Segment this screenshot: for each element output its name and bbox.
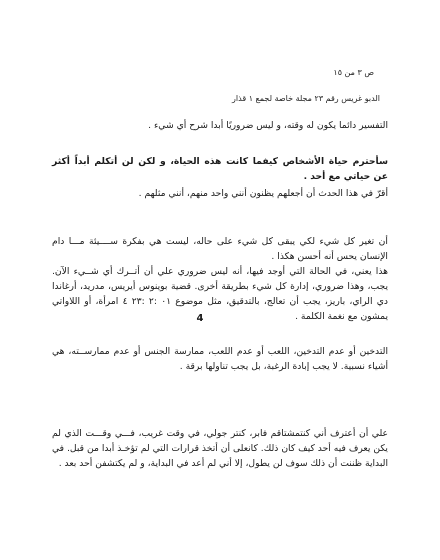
paragraph-7: علي أن أعترف أني كنتمشتاقم فابر، كنتر جولي، في وقت غريب، فـــي وقـــت الذي لم يكن يعرف فيه أحد كيف كان ذلك. كانعلى أن أتخذ قرارات التي لم تؤخـذ أبدا من قبل. في البداية ظننت أن ذلك سوف لن يطول، إلا أني لم أعد في البداية، و لم يكتشفن أحد بعد . bbox=[52, 428, 388, 469]
paragraph-5: هذا يعني، في الحالة التي أوجد فيها، أنه ليس ضروري علي أن أتــرك أي شــيء الآن. يجب، وهذا ضروري، إدارة كل شيء بطريقة أخرى. قضية بوينوس أيريس، مدريد، أرغاندا دي الراي، باريز، يجب أن تعالج، بالتدقيق، مثل موضوع ٠١ :٢ :٢٣ ٤ امرأة، أو اللاواتي يمشون مع نغمة الكلمة . bbox=[52, 266, 388, 322]
paragraph-2: سأحترم حياة الأشخاص كيفما كانت هذه الحياة، و لكن لن أتكلم أبداً أكثر عن حياتي مع أحد . bbox=[52, 156, 388, 182]
document-header: الدبو غريس رقم ٢٣ مجلة خاصة لجمع ١ قذار bbox=[232, 94, 380, 103]
paragraph-4: أن تغير كل شيء لكي يبقى كل شيء على حاله، ليست هي بفكرة ســــيئة مـــا دام الإنسان يحس أنه أحسن هكذا . bbox=[52, 236, 388, 262]
paragraph-3: أقرّ في هذا الحدث أن أجعلهم يظنون أنني واحد منهم، أنني مثلهم . bbox=[138, 188, 388, 199]
paragraph-6: التدخين أو عدم التدخين، اللعب أو عدم اللعب، ممارسة الجنس أو عدم ممارســته، هي أشياء نسبية. لا يجب إبادة الرغبة، بل يجب تناولها برقة . bbox=[52, 346, 388, 372]
paragraph-1: التفسير دائما يكون له وقته، و ليس ضروريًا أبدا شرح أي شيء . bbox=[148, 120, 388, 131]
page-number: ص ٣ من ١٥ bbox=[333, 68, 374, 77]
section-number: 4 bbox=[196, 313, 204, 324]
